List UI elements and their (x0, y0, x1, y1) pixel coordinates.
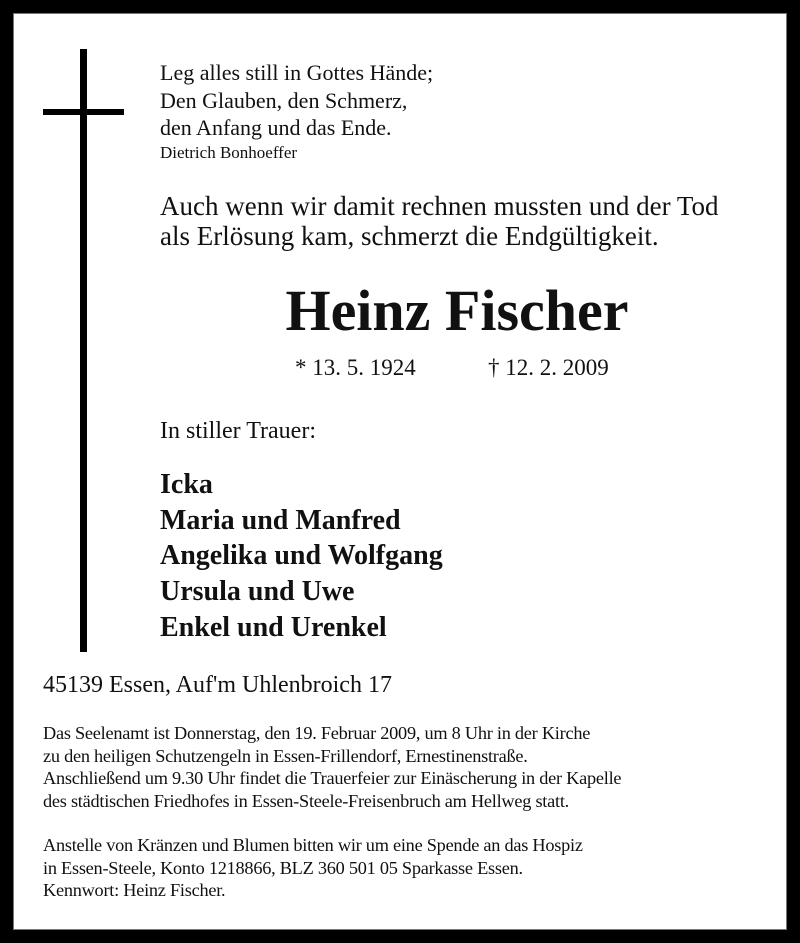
death-date: † 12. 2. 2009 (488, 355, 609, 380)
poem-quote (160, 59, 433, 164)
intro-text (160, 191, 718, 251)
service-info (43, 722, 621, 812)
family-list (160, 467, 443, 646)
donation-info (43, 834, 583, 902)
poem-line: Leg alles still in Gottes Hände; (160, 60, 434, 85)
deceased-name: Heinz Fischer (285, 278, 629, 343)
donation-line: in Essen-Steele, Konto 1218866, BLZ 360 501 05 Sparkasse Essen. (43, 857, 523, 878)
service-line: Das Seelenamt ist Donnerstag, den 19. Februar 2009, um 8 Uhr in der Kirche (43, 723, 591, 743)
cross-icon-vertical-bar (80, 49, 87, 652)
poem-line: Den Glauben, den Schmerz, (160, 87, 408, 113)
poem-attribution: Dietrich Bonhoeffer (160, 142, 298, 162)
service-line: des städtischen Friedhofes in Essen-Steele-Freisenbruch am Hellweg statt. (43, 790, 569, 811)
intro-line: Auch wenn wir damit rechnen mussten und der Tod (160, 191, 719, 221)
address: 45139 Essen, Auf'm Uhlenbroich 17 (43, 672, 392, 698)
family-member: Ursula und Uwe (160, 576, 355, 608)
family-member: Angelika und Wolfgang (160, 540, 443, 572)
service-line: zu den heiligen Schutzengeln in Essen-Frillendorf, Ernestinenstraße. (43, 745, 528, 766)
birth-date: * 13. 5. 1924 (295, 355, 416, 380)
poem-line: den Anfang und das Ende. (160, 115, 392, 140)
family-member: Maria und Manfred (160, 504, 401, 536)
donation-line: Kennwort: Heinz Fischer. (43, 880, 226, 900)
family-member: Enkel und Urenkel (160, 611, 387, 643)
service-line: Anschließend um 9.30 Uhr findet die Trauerfeier zur Einäscherung in der Kapelle (43, 768, 622, 788)
donation-line: Anstelle von Kränzen und Blumen bitten wir um eine Spende an das Hospiz (43, 835, 583, 855)
family-member: Icka (160, 469, 213, 500)
intro-line: als Erlösung kam, schmerzt die Endgültigkeit. (160, 221, 659, 251)
cross-icon-horizontal-bar (43, 109, 124, 115)
mourning-label: In stiller Trauer: (160, 418, 316, 444)
